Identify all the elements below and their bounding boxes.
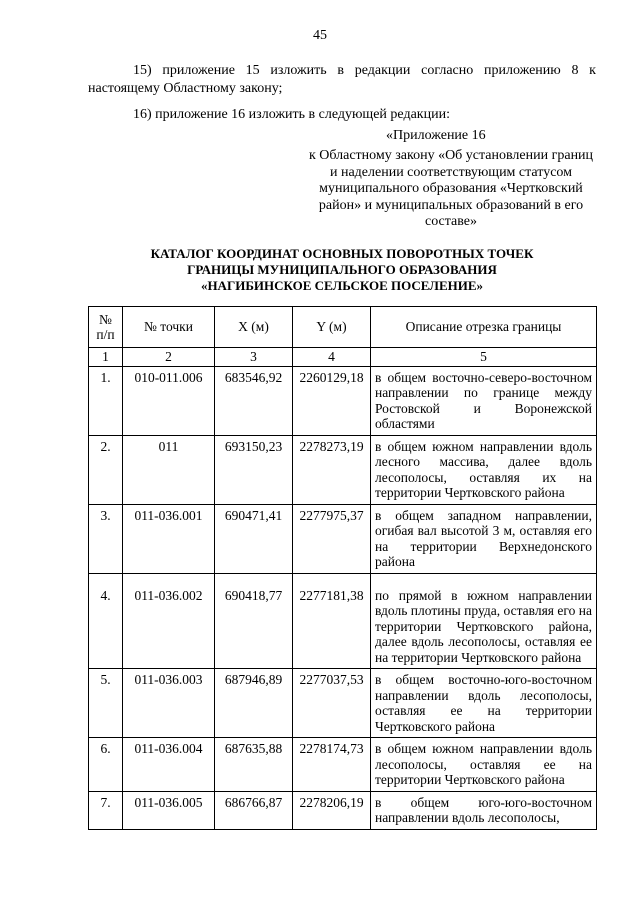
coordinates-table: [88, 306, 597, 830]
segment-description: в общем восточно-юго-восточном направлении вдоль лесополосы, оставляя ее на территории Чертковского района: [371, 669, 597, 738]
appendix-heading: «Приложение 16: [386, 128, 486, 143]
header-description: Описание отрезка границы: [371, 307, 597, 348]
segment-description: в общем западном направлении, огибая вал высотой 3 м, оставляя его на территории Верхнедонского района: [371, 504, 597, 573]
page-number: 45: [313, 28, 327, 43]
point-id: 011: [123, 435, 215, 504]
point-id: 011-036.001: [123, 504, 215, 573]
header-point: № точки: [123, 307, 215, 348]
header-y: Y (м): [293, 307, 371, 348]
y-coordinate: 2277037,53: [293, 669, 371, 738]
paragraph-item-16: 16) приложение 16 изложить в следующей редакции:: [133, 107, 450, 122]
table-row: [89, 435, 597, 504]
catalog-title: [88, 246, 596, 294]
segment-description: по прямой в южном направлении вдоль плотины пруда, оставляя его на территории Чертковского района, далее вдоль лесополосы, оставляя ее на территории Чертковского района: [371, 573, 597, 669]
row-index: 7.: [89, 791, 123, 829]
x-coordinate: 687946,89: [215, 669, 293, 738]
table-row: [89, 504, 597, 573]
row-index: 6.: [89, 738, 123, 792]
table-row: [89, 669, 597, 738]
appendix-subtitle: к Областному закону «Об установлении границ и наделении соответствующим статусом муниципального образования «Чертковский район» и муниципальных образований в его составе»: [308, 148, 594, 229]
y-coordinate: 2278273,19: [293, 435, 371, 504]
row-index: 1.: [89, 366, 123, 435]
paragraph-item-15: 15) приложение 15 изложить в редакции согласно приложению 8 к настоящему Областному закону;: [88, 63, 596, 96]
table-row: [89, 366, 597, 435]
y-coordinate: 2278174,73: [293, 738, 371, 792]
header-index: № п/п: [89, 307, 123, 348]
point-id: 011-036.002: [123, 573, 215, 669]
segment-description: в общем юго-юго-восточном направлении вдоль лесополосы,: [371, 791, 597, 829]
y-coordinate: 2278206,19: [293, 791, 371, 829]
row-index: 2.: [89, 435, 123, 504]
y-coordinate: 2277975,37: [293, 504, 371, 573]
row-index: 4.: [89, 573, 123, 669]
column-number: 4: [293, 348, 371, 367]
point-id: 010-011.006: [123, 366, 215, 435]
x-coordinate: 690471,41: [215, 504, 293, 573]
point-id: 011-036.005: [123, 791, 215, 829]
catalog-title-line-2: ГРАНИЦЫ МУНИЦИПАЛЬНОГО ОБРАЗОВАНИЯ: [187, 262, 497, 277]
segment-description: в общем южном направлении вдоль лесополосы, оставляя ее на территории Чертковского района: [371, 738, 597, 792]
table-row: [89, 573, 597, 669]
catalog-title-line-1: КАТАЛОГ КООРДИНАТ ОСНОВНЫХ ПОВОРОТНЫХ ТОЧЕК: [150, 246, 534, 261]
column-number-row: [89, 348, 597, 367]
x-coordinate: 683546,92: [215, 366, 293, 435]
segment-description: в общем южном направлении вдоль лесного массива, далее вдоль лесополосы, оставляя их на территории Чертковского района: [371, 435, 597, 504]
y-coordinate: 2260129,18: [293, 366, 371, 435]
column-number: 1: [89, 348, 123, 367]
point-id: 011-036.003: [123, 669, 215, 738]
x-coordinate: 693150,23: [215, 435, 293, 504]
column-number: 5: [371, 348, 597, 367]
x-coordinate: 686766,87: [215, 791, 293, 829]
column-number: 3: [215, 348, 293, 367]
table-row: [89, 738, 597, 792]
y-coordinate: 2277181,38: [293, 573, 371, 669]
header-x: X (м): [215, 307, 293, 348]
x-coordinate: 690418,77: [215, 573, 293, 669]
point-id: 011-036.004: [123, 738, 215, 792]
x-coordinate: 687635,88: [215, 738, 293, 792]
table-header-row: [89, 307, 597, 348]
catalog-title-line-3: «НАГИБИНСКОЕ СЕЛЬСКОЕ ПОСЕЛЕНИЕ»: [200, 278, 484, 293]
row-index: 3.: [89, 504, 123, 573]
column-number: 2: [123, 348, 215, 367]
segment-description: в общем восточно-северо-восточном направлении по границе между Ростовской и Воронежской областями: [371, 366, 597, 435]
table-row: [89, 791, 597, 829]
row-index: 5.: [89, 669, 123, 738]
